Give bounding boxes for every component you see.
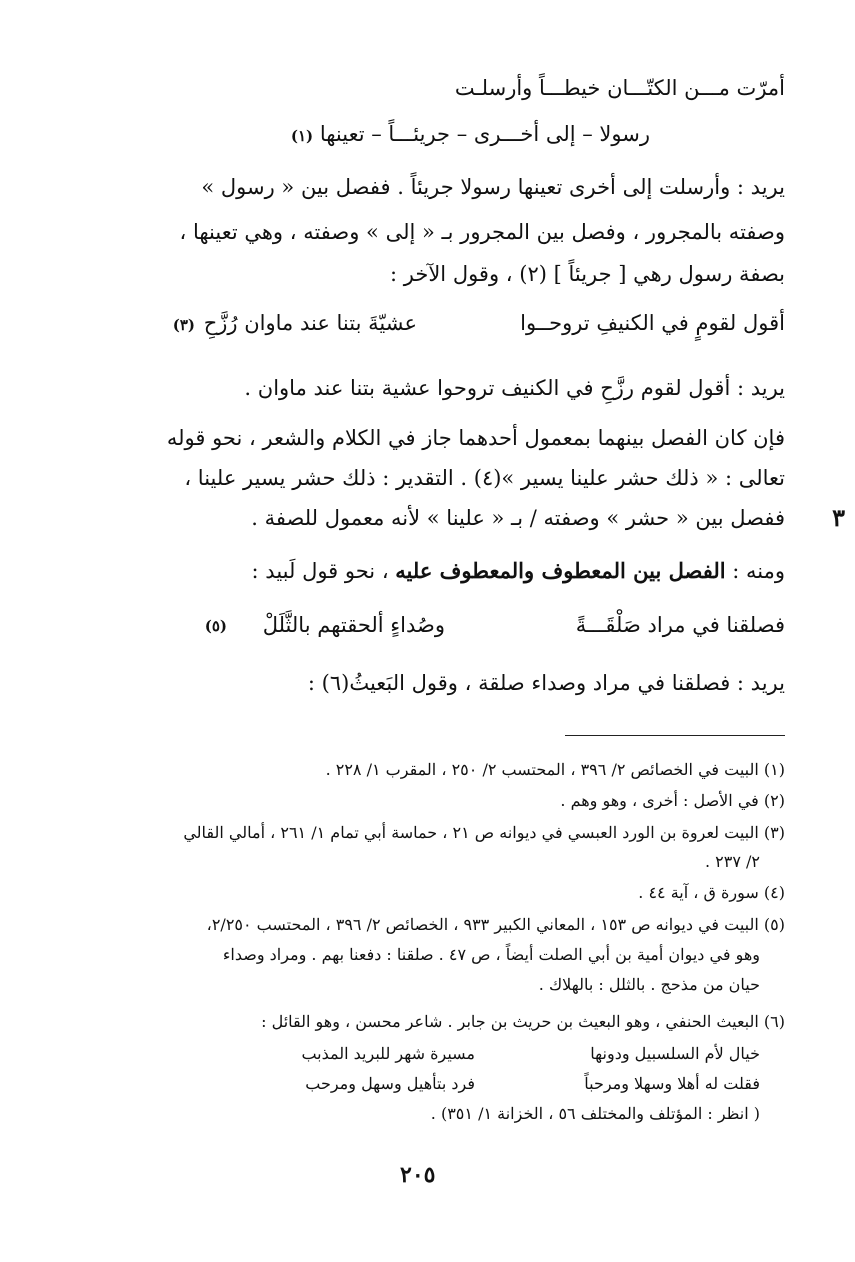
para-1-line-2: وصفته بالمجرور ، وفصل بين المجرور بـ « إلى » وصفته ، وهي تعينها ، [179, 220, 785, 244]
para-3-line-1: فإن كان الفصل بينهما بمعمول أحدهما جاز في الكلام والشعر ، نحو قوله [166, 426, 785, 450]
footnote-2: (٢) في الأصل : أخرى ، وهو وهم . [560, 791, 785, 810]
verse-1-line-2-text: رسولا – إلى أخـــرى – جريئـــاً – تعينها [319, 122, 650, 146]
footnote-5-line-2: وهو في ديوان أمية بن أبي الصلت أيضاً ، ص ٤٧ . صلقنا : دفعنا بهم . ومراد وصداء [222, 945, 760, 964]
para-3-line-2: تعالى : « ذلك حشر علينا يسير »(٤) . التقدير : ذلك حشر يسير علينا ، [184, 466, 785, 490]
para-4-outro: ، نحو قول لَبيد : [251, 559, 396, 583]
para-1-line-3: بصفة رسول رهي [ جريئاً ] (٢) ، وقول الآخر : [390, 262, 785, 286]
footnote-3-line-2: ٢/ ٢٣٧ . [704, 852, 760, 871]
footnote-5-line-3: حيان من مذحج . بالثلل : بالهلاك . [538, 975, 760, 994]
verse-2-right-hemistich: أقول لقومٍ في الكنيفِ تروحــوا [520, 311, 785, 335]
verse-3-left-hemistich: وصُداءٍ ألحقتهم بالثَّلَلْ [262, 613, 445, 637]
verse-1-line-1: أمرّت مـــن الكتّـــان خيطـــاً وأرسلـت [454, 76, 785, 100]
verse-3-right-hemistich: فصلقنا في مراد صَلْقَـــةً [575, 613, 785, 637]
para-5: يريد : فصلقنا في مراد وصداء صلقة ، وقول البَعيثُ(٦) : [307, 671, 785, 695]
margin-page-marker: ٣ [832, 503, 845, 532]
para-3-line-3: ففصل بين « حشر » وصفته / بـ « علينا » لأنه معمول للصفة . [251, 506, 785, 530]
footnote-6: (٦) البعيث الحنفي ، وهو البعيث بن حريث بن جابر . شاعر محسن ، وهو القائل : [261, 1012, 785, 1031]
footnote-6-verse-1-left: مسيرة شهر للبريد المذبب [301, 1044, 475, 1063]
footnote-3-line-1: (٣) البيت لعروة بن الورد العبسي في ديوانه ص ٢١ ، حماسة أبي تمام ١/ ٢٦١ ، أمالي القالي [183, 823, 785, 842]
footnote-6-verse-1-right: خيال لأم السلسبيل ودونها [590, 1044, 760, 1063]
footnote-separator [565, 735, 785, 736]
verse-1-line-2 [291, 124, 650, 145]
footnote-1: (١) البيت في الخصائص ٢/ ٣٩٦ ، المحتسب ٢/ ٢٥٠ ، المقرب ١/ ٢٢٨ . [325, 760, 785, 779]
footnote-6-verse-2-left: فرد بتأهيل وسهل ومرحب [305, 1074, 475, 1093]
para-2: يريد : أقول لقوم رزَّحِ في الكنيف تروحوا عشية بتنا عند ماوان . [244, 376, 785, 400]
footnote-ref-3: (٣) [172, 316, 195, 334]
para-4-heading: الفصل بين المعطوف والمعطوف عليه [395, 558, 726, 583]
footnote-ref-1: (١) [290, 127, 314, 145]
para-1-line-1: يريد : وأرسلت إلى أخرى تعينها رسولا جريئاً . ففصل بين « رسول » [201, 175, 785, 199]
footnote-6-verse-2-right: فقلت له أهلا وسهلا ومرحباً [584, 1074, 760, 1093]
para-4 [252, 560, 785, 582]
footnote-4: (٤) سورة ق ، آية ٤٤ . [638, 883, 785, 902]
footnote-6-source: ( انظر : المؤتلف والمختلف ٥٦ ، الخزانة ١/ ٣٥١) . [430, 1104, 760, 1123]
footnote-ref-5: (٥) [204, 617, 227, 635]
footnote-5-line-1: (٥) البيت في ديوانه ص ١٥٣ ، المعاني الكبير ٩٣٣ ، الخصائص ٢/ ٣٩٦ ، المحتسب ٢/٢٥٠، [206, 915, 785, 934]
para-4-intro: ومنه : [725, 559, 785, 583]
verse-2-left-hemistich: عشيّةَ بتنا عند ماوان رُزَّحِ [203, 311, 417, 335]
page-number: ٢٠٥ [400, 1162, 436, 1188]
